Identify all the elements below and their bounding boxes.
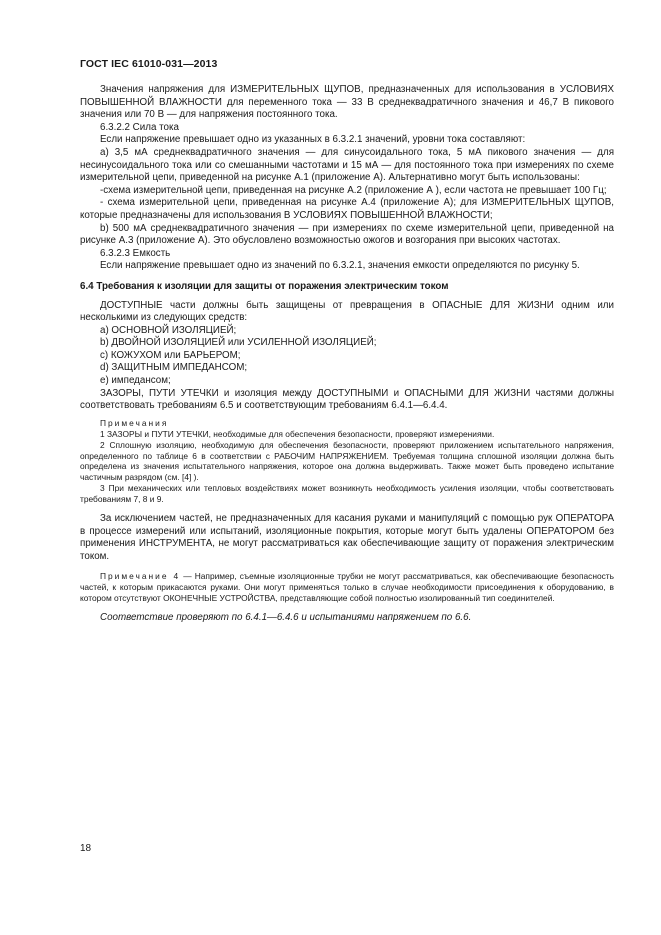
list-item-protective-impedance: d) ЗАЩИТНЫМ ИМПЕДАНСОМ;	[100, 362, 248, 374]
note-4-label: Примечание 4	[100, 571, 181, 582]
subclause-heading-current: 6.3.2.2 Сила тока	[100, 121, 179, 133]
list-item-impedance: e) импедансом;	[100, 375, 171, 387]
list-item-a-current: a) 3,5 мА среднеквадратичного значения — для синусоидального тока, 5 мА пикового значения — для несинусоидального тока или со смешанными частотами и 15 мА — для постоянного тока при измерениях по схеме измерительной цепи, приведенной на рисунке А.1 (приложение А). Альтернативно могут быть использованы:	[80, 146, 614, 184]
note-1: 1 ЗАЗОРЫ и ПУТИ УТЕЧКИ, необходимые для обеспечения безопасности, проверяют измерениями.	[100, 428, 495, 439]
paragraph-removable-coatings: За исключением частей, не предназначенных для касания руками и манипуляций с помощью рук ОПЕРАТОРА в процессе измерений или испытаний, изоляционные покрытия, которые могут быть удалены ОПЕРАТОРОМ без применения ИНСТРУМЕНТА, не могут рассматриваться как обеспечивающие защиту от поражения электрическим током.	[80, 513, 614, 562]
paragraph-clearances: ЗАЗОРЫ, ПУТИ УТЕЧКИ и изоляция между ДОСТУПНЫМИ и ОПАСНЫМИ ДЛЯ ЖИЗНИ частями должны соответствовать требованиям 6.5 и соответствующим требованиям 6.4.1—6.4.4.	[80, 387, 614, 412]
page-number: 18	[80, 843, 92, 854]
note-2: 2 Сплошную изоляцию, необходимую для обеспечения безопасности, проверяют приложением испытательного напряжения, определенного по таблице 6 в соответствии с РАБОЧИМ НАПРЯЖЕНИЕМ. Требуемая толщина сплошной изоляции должна быть определена из значения испытательного напряжения, которое она должна выдерживать. Также может быть проведено испытание частичным разрядом (см. [4] ).	[80, 439, 614, 483]
notes-title: Примечания	[100, 417, 169, 428]
list-item-a-alt-2: - схема измерительной цепи, приведенная на рисунке А.4 (приложение А); для ИЗМЕРИТЕЛЬНЫХ ЩУПОВ, которые предназначены для использования В УСЛОВИЯХ ПОВЫШЕННОЙ ВЛАЖНОСТИ;	[80, 197, 614, 221]
note-4-text: — Например, съемные изоляционные трубки не могут рассматриваться, как обеспечивающие безопасность частей, к которым прикасаются руками. Они могут применяться только в случае необходимости присоединения к оборудованию, в котором отсутствуют ОКОНЕЧНЫЕ УСТРОЙСТВА, представляющие собой полностью изолированный тип соединителей.	[80, 571, 614, 604]
paragraph-current-intro: Если напряжение превышает одно из указанных в 6.3.2.1 значений, уровни тока составляют:	[100, 134, 526, 146]
conformity-statement: Соответствие проверяют по 6.4.1—6.4.6 и испытаниями напряжением по 6.6.	[100, 612, 472, 624]
subclause-heading-capacitance: 6.3.2.3 Емкость	[100, 247, 171, 259]
list-item-a-alt-1: -схема измерительной цепи, приведенная на рисунке А.2 (приложение А ), если частота не превышает 100 Гц;	[100, 184, 607, 196]
list-item-enclosure: c) КОЖУХОМ или БАРЬЕРОМ;	[100, 349, 241, 361]
list-item-double-insulation: b) ДВОЙНОЙ ИЗОЛЯЦИЕЙ или УСИЛЕННОЙ ИЗОЛЯЦИЕЙ;	[100, 337, 377, 349]
list-item-basic-insulation: a) ОСНОВНОЙ ИЗОЛЯЦИЕЙ;	[100, 324, 237, 336]
paragraph-capacitance: Если напряжение превышает одно из значений по 6.3.2.1, значения емкости определяются по рисунку 5.	[100, 260, 580, 272]
document-body	[80, 84, 614, 625]
section-heading-insulation: 6.4 Требования к изоляции для защиты от поражения электрическим током	[80, 280, 449, 292]
paragraph-accessible-parts: ДОСТУПНЫЕ части должны быть защищены от превращения в ОПАСНЫЕ ДЛЯ ЖИЗНИ одним или несколькими из следующих средств:	[80, 299, 614, 324]
paragraph-voltage-values: Значения напряжения для ИЗМЕРИТЕЛЬНЫХ ЩУПОВ, предназначенных для использования в УСЛОВИЯХ ПОВЫШЕННОЙ ВЛАЖНОСТИ для переменного тока — 33 В среднеквадратичного значения и 46,7 В пикового значения или 70 В — для напряжения постоянного тока.	[80, 84, 614, 121]
document-header: ГОСТ IEC 61010-031—2013	[80, 58, 218, 70]
list-item-b-current: b) 500 мА среднеквадратичного значения — при измерениях по схеме измерительной цепи, приведенной на рисунке А.3 (приложение А). Это обусловлено возможностью ожогов и возгорания при высоких частотах.	[80, 222, 614, 247]
note-3: 3 При механических или тепловых воздействиях может возникнуть необходимость усиления изоляции, чтобы соответствовать требованиям 7, 8 и 9.	[80, 483, 614, 505]
note-4	[80, 571, 614, 604]
